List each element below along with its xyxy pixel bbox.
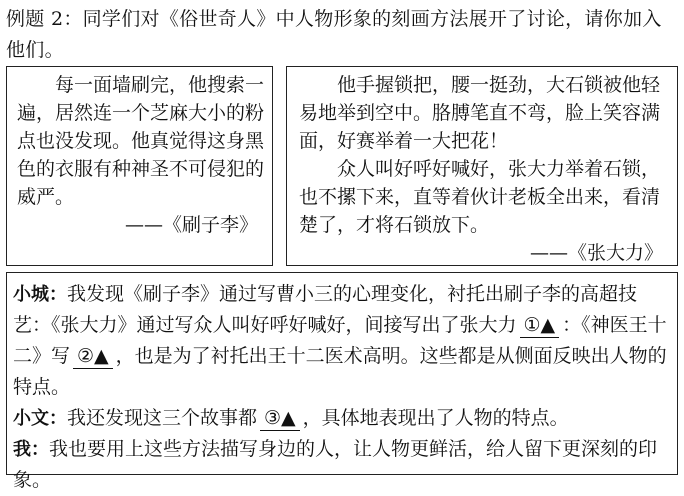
xiaowen-text-2: ，具体地表现出了人物的特点。 xyxy=(302,407,569,429)
excerpt-zhangdali xyxy=(286,66,678,266)
wo-text: 我也要用上这些方法描写身边的人，让人物更鲜活，给人留下更深刻的印象。 xyxy=(13,438,658,491)
speaker-xiaowen: 小文： xyxy=(13,408,67,429)
answer-blank-3[interactable]: ③▲ xyxy=(260,406,300,431)
xiaocheng-text-3: ，也是为了衬托出王十二医术高明。这些都是从侧面反映出人物的特点。 xyxy=(13,345,667,398)
wo-statement xyxy=(13,434,669,496)
speaker-xiaocheng: 小城： xyxy=(13,284,67,305)
question-prompt xyxy=(6,4,678,66)
discussion-box xyxy=(6,272,678,491)
excerpt-shuazili-text: 每一面墙刷完，他搜索一遍，居然连一个芝麻大小的粉点也没发现。他真觉得这身黑色的衣服有种神圣不可侵犯的威严。 xyxy=(17,74,265,208)
excerpt-shuazili-source: ——《刷子李》 xyxy=(124,214,258,236)
excerpt-shuazili xyxy=(6,66,273,266)
xiaocheng-text-1: 我发现《刷子李》通过写曹小三的心理变化，衬托出刷子李的高超技艺：《张大力》通过写众人叫好呼好喊好，间接写出了张大力 xyxy=(13,283,638,336)
xiaocheng-text-2: ：《神医王十二》写 xyxy=(13,314,667,367)
question-text: 例题 2：同学们对《俗世奇人》中人物形象的刻画方法展开了讨论，请你加入他们。 xyxy=(6,8,662,61)
xiaowen-statement xyxy=(13,403,669,434)
excerpt-zhangdali-para1: 他手握锁把，腰一挺劲，大石锁被他轻易地举到空中。胳膊笔直不弯，脸上笑容满面，好赛举着一大把花！ xyxy=(299,74,661,152)
xiaowen-text-1: 我还发现这三个故事都 xyxy=(67,407,258,429)
speaker-wo: 我： xyxy=(13,439,49,460)
xiaocheng-statement xyxy=(13,279,669,403)
excerpt-zhangdali-source: ——《张大力》 xyxy=(529,242,663,264)
answer-blank-1[interactable]: ①▲ xyxy=(520,313,560,338)
excerpt-zhangdali-para2: 众人叫好呼好喊好，张大力举着石锁，也不摞下来，直等着伙计老板全出来，看清楚了，才将石锁放下。 xyxy=(299,158,661,236)
answer-blank-2[interactable]: ②▲ xyxy=(73,344,113,369)
